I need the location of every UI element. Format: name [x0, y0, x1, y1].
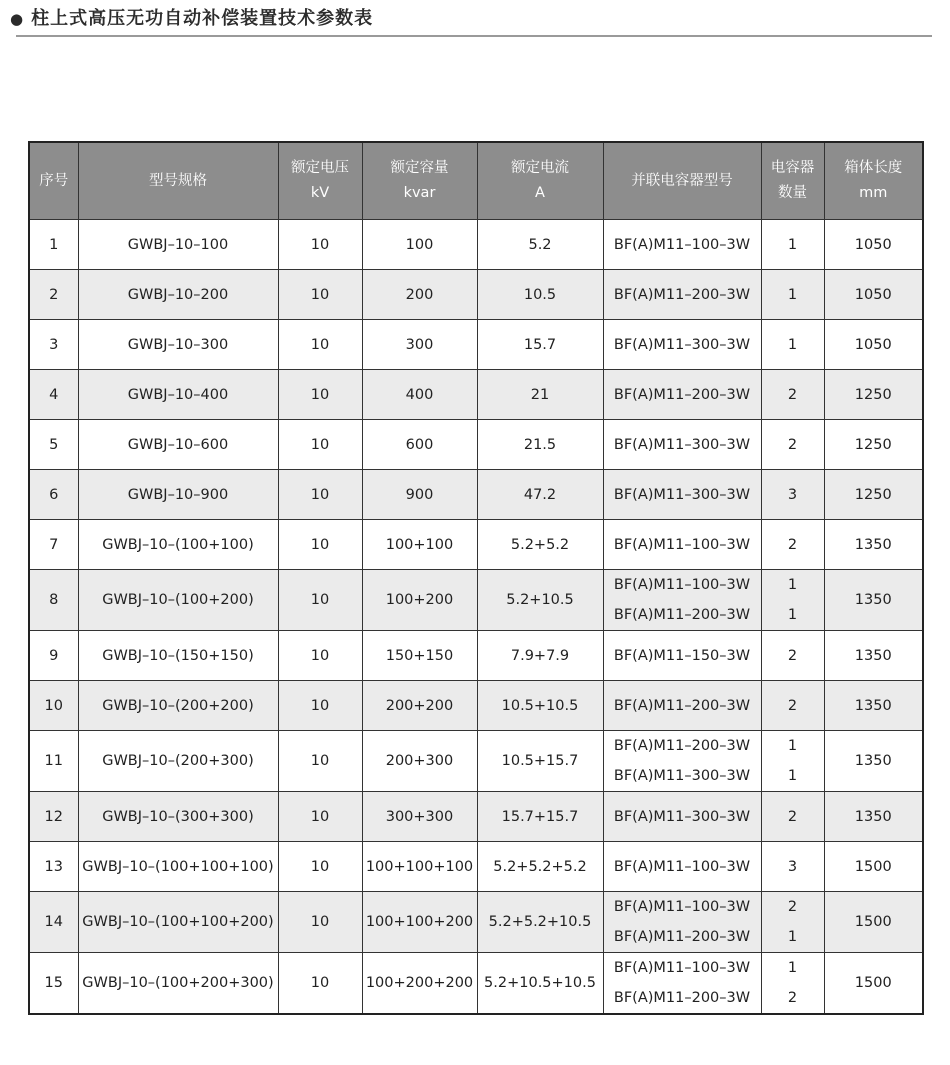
cell-line: BF(A)M11–100–3W [613, 899, 751, 915]
cell-no: 12 [29, 792, 78, 842]
cell-voltage: 10 [278, 731, 362, 792]
table-row [29, 892, 923, 953]
cell-voltage: 10 [278, 631, 362, 681]
cell-voltage: 10 [278, 681, 362, 731]
cell-line: BF(A)M11–200–3W [613, 286, 751, 303]
cell-voltage: 10 [278, 270, 362, 320]
cell-current: 5.2+10.5+10.5 [477, 953, 603, 1015]
cell-model: GWBJ–10–300 [78, 320, 278, 370]
cell-model: GWBJ–10–(200+200) [78, 681, 278, 731]
page-title: 柱上式高压无功自动补偿装置技术参数表 [31, 8, 374, 29]
header-unit: 数量 [778, 185, 807, 201]
table-row [29, 470, 923, 520]
cell-quantities [761, 681, 824, 731]
cell-line: 2 [787, 808, 798, 825]
cell-line: 1 [787, 960, 798, 976]
cell-box-length: 1350 [824, 681, 923, 731]
cell-capacity: 100+100 [362, 520, 477, 570]
cell-voltage: 10 [278, 953, 362, 1015]
cell-line: BF(A)M11–300–3W [613, 768, 751, 784]
cell-model: GWBJ–10–(100+100+200) [78, 892, 278, 953]
cell-quantities [761, 520, 824, 570]
cell-line: BF(A)M11–300–3W [613, 436, 751, 453]
cell-voltage: 10 [278, 470, 362, 520]
cell-line: 1 [787, 236, 798, 253]
parameters-table [28, 141, 924, 1015]
header-label: 额定电压 [291, 160, 349, 176]
header-unit: kV [310, 185, 330, 201]
table-row [29, 570, 923, 631]
cell-current: 15.7 [477, 320, 603, 370]
cell-capacitor-models [603, 570, 761, 631]
cell-current: 15.7+15.7 [477, 792, 603, 842]
cell-capacity: 600 [362, 420, 477, 470]
cell-box-length: 1250 [824, 470, 923, 520]
column-header-current [477, 142, 603, 220]
cell-box-length: 1350 [824, 792, 923, 842]
cell-quantities [761, 953, 824, 1015]
cell-model: GWBJ–10–400 [78, 370, 278, 420]
cell-capacity: 100+100+200 [362, 892, 477, 953]
cell-line: BF(A)M11–100–3W [613, 236, 751, 253]
cell-no: 7 [29, 520, 78, 570]
title-divider [16, 35, 932, 37]
table-row [29, 792, 923, 842]
bullet-icon: ● [10, 10, 24, 28]
cell-box-length: 1500 [824, 953, 923, 1015]
cell-no: 10 [29, 681, 78, 731]
cell-capacity: 200+200 [362, 681, 477, 731]
cell-current: 10.5+10.5 [477, 681, 603, 731]
cell-line: 3 [787, 858, 798, 875]
cell-no: 5 [29, 420, 78, 470]
table-row [29, 731, 923, 792]
cell-capacitor-models [603, 681, 761, 731]
cell-no: 3 [29, 320, 78, 370]
cell-capacity: 200+300 [362, 731, 477, 792]
column-header-no [29, 142, 78, 220]
cell-quantities [761, 570, 824, 631]
cell-current: 7.9+7.9 [477, 631, 603, 681]
cell-quantities [761, 842, 824, 892]
cell-current: 5.2+5.2 [477, 520, 603, 570]
cell-voltage: 10 [278, 792, 362, 842]
header-label: 额定容量 [390, 160, 449, 176]
cell-current: 10.5 [477, 270, 603, 320]
cell-capacity: 100 [362, 220, 477, 270]
cell-box-length: 1250 [824, 420, 923, 470]
cell-quantities [761, 792, 824, 842]
cell-no: 1 [29, 220, 78, 270]
cell-model: GWBJ–10–900 [78, 470, 278, 520]
cell-model: GWBJ–10–(200+300) [78, 731, 278, 792]
cell-capacitor-models [603, 953, 761, 1015]
cell-line: BF(A)M11–100–3W [613, 858, 751, 875]
cell-quantities [761, 470, 824, 520]
cell-no: 15 [29, 953, 78, 1015]
header-label: 型号规格 [149, 172, 207, 189]
header-label: 箱体长度 [844, 160, 903, 176]
cell-model: GWBJ–10–100 [78, 220, 278, 270]
cell-voltage: 10 [278, 420, 362, 470]
header-unit: kvar [403, 185, 436, 201]
cell-line: 2 [787, 536, 798, 553]
column-header-capacity [362, 142, 477, 220]
cell-no: 8 [29, 570, 78, 631]
cell-quantities [761, 631, 824, 681]
cell-capacitor-models [603, 270, 761, 320]
cell-capacity: 150+150 [362, 631, 477, 681]
cell-capacity: 300+300 [362, 792, 477, 842]
table-row [29, 842, 923, 892]
cell-line: 1 [787, 768, 798, 784]
cell-quantities [761, 731, 824, 792]
cell-quantities [761, 892, 824, 953]
cell-no: 9 [29, 631, 78, 681]
table-row [29, 370, 923, 420]
cell-current: 47.2 [477, 470, 603, 520]
cell-line: BF(A)M11–200–3W [613, 990, 751, 1006]
cell-capacitor-models [603, 842, 761, 892]
cell-capacitor-models [603, 320, 761, 370]
cell-model: GWBJ–10–(100+200+300) [78, 953, 278, 1015]
table-row [29, 220, 923, 270]
table-row [29, 320, 923, 370]
cell-capacity: 400 [362, 370, 477, 420]
cell-capacity: 200 [362, 270, 477, 320]
page-header [0, 0, 950, 30]
cell-quantities [761, 220, 824, 270]
cell-line: 1 [787, 607, 798, 623]
cell-line: 3 [787, 486, 798, 503]
cell-line: 2 [787, 697, 798, 714]
cell-no: 14 [29, 892, 78, 953]
cell-capacity: 300 [362, 320, 477, 370]
cell-box-length: 1250 [824, 370, 923, 420]
cell-line: BF(A)M11–300–3W [613, 808, 751, 825]
cell-line: BF(A)M11–200–3W [613, 386, 751, 403]
cell-current: 5.2 [477, 220, 603, 270]
cell-voltage: 10 [278, 520, 362, 570]
cell-capacitor-models [603, 792, 761, 842]
cell-current: 5.2+10.5 [477, 570, 603, 631]
cell-line: BF(A)M11–200–3W [613, 697, 751, 714]
cell-box-length: 1350 [824, 520, 923, 570]
cell-voltage: 10 [278, 370, 362, 420]
cell-line: BF(A)M11–300–3W [613, 486, 751, 503]
cell-model: GWBJ–10–(100+200) [78, 570, 278, 631]
cell-box-length: 1050 [824, 220, 923, 270]
cell-line: BF(A)M11–200–3W [613, 607, 751, 623]
cell-model: GWBJ–10–600 [78, 420, 278, 470]
cell-box-length: 1050 [824, 270, 923, 320]
table-header [29, 142, 923, 220]
cell-voltage: 10 [278, 842, 362, 892]
cell-current: 21 [477, 370, 603, 420]
cell-capacitor-models [603, 892, 761, 953]
cell-line: BF(A)M11–300–3W [613, 336, 751, 353]
cell-line: 2 [787, 990, 798, 1006]
header-unit: A [535, 185, 545, 201]
cell-line: BF(A)M11–100–3W [613, 536, 751, 553]
cell-model: GWBJ–10–(300+300) [78, 792, 278, 842]
column-header-box-length [824, 142, 923, 220]
cell-voltage: 10 [278, 220, 362, 270]
cell-quantities [761, 370, 824, 420]
cell-box-length: 1500 [824, 842, 923, 892]
cell-voltage: 10 [278, 320, 362, 370]
cell-model: GWBJ–10–200 [78, 270, 278, 320]
cell-current: 10.5+15.7 [477, 731, 603, 792]
cell-quantities [761, 270, 824, 320]
cell-line: 2 [787, 647, 798, 664]
header-label: 电容器 [770, 160, 815, 176]
cell-capacitor-models [603, 520, 761, 570]
cell-capacitor-models [603, 631, 761, 681]
cell-no: 13 [29, 842, 78, 892]
table-row [29, 420, 923, 470]
cell-capacitor-models [603, 220, 761, 270]
column-header-capacitor-qty [761, 142, 824, 220]
cell-line: BF(A)M11–200–3W [613, 738, 751, 754]
cell-capacity: 100+200 [362, 570, 477, 631]
cell-line: 2 [787, 436, 798, 453]
table-body [29, 220, 923, 1015]
cell-line: BF(A)M11–200–3W [613, 929, 751, 945]
cell-line: 1 [787, 577, 798, 593]
cell-no: 11 [29, 731, 78, 792]
cell-quantities [761, 420, 824, 470]
cell-no: 4 [29, 370, 78, 420]
column-header-capacitor-model [603, 142, 761, 220]
cell-capacitor-models [603, 370, 761, 420]
table-row [29, 681, 923, 731]
cell-line: 1 [787, 738, 798, 754]
cell-model: GWBJ–10–(100+100+100) [78, 842, 278, 892]
cell-capacitor-models [603, 470, 761, 520]
cell-current: 5.2+5.2+5.2 [477, 842, 603, 892]
cell-line: 2 [787, 386, 798, 403]
cell-line: 2 [787, 899, 798, 915]
cell-no: 2 [29, 270, 78, 320]
header-unit: mm [859, 185, 888, 201]
cell-quantities [761, 320, 824, 370]
cell-capacitor-models [603, 731, 761, 792]
cell-box-length: 1050 [824, 320, 923, 370]
cell-capacity: 900 [362, 470, 477, 520]
header-label: 序号 [39, 172, 69, 189]
header-label: 并联电容器型号 [631, 172, 733, 189]
header-label: 额定电流 [511, 160, 569, 176]
cell-box-length: 1500 [824, 892, 923, 953]
cell-capacitor-models [603, 420, 761, 470]
cell-line: 1 [787, 286, 798, 303]
cell-current: 5.2+5.2+10.5 [477, 892, 603, 953]
cell-line: BF(A)M11–100–3W [613, 960, 751, 976]
table-row [29, 270, 923, 320]
cell-current: 21.5 [477, 420, 603, 470]
cell-voltage: 10 [278, 570, 362, 631]
column-header-voltage [278, 142, 362, 220]
table-row [29, 953, 923, 1015]
cell-line: 1 [787, 929, 798, 945]
table-row [29, 631, 923, 681]
header-row [29, 142, 923, 220]
cell-line: BF(A)M11–150–3W [613, 647, 751, 664]
cell-line: 1 [787, 336, 798, 353]
cell-line: BF(A)M11–100–3W [613, 577, 751, 593]
cell-model: GWBJ–10–(100+100) [78, 520, 278, 570]
cell-no: 6 [29, 470, 78, 520]
cell-voltage: 10 [278, 892, 362, 953]
column-header-model [78, 142, 278, 220]
cell-capacity: 100+100+100 [362, 842, 477, 892]
cell-box-length: 1350 [824, 631, 923, 681]
table-row [29, 520, 923, 570]
cell-model: GWBJ–10–(150+150) [78, 631, 278, 681]
cell-box-length: 1350 [824, 570, 923, 631]
cell-capacity: 100+200+200 [362, 953, 477, 1015]
cell-box-length: 1350 [824, 731, 923, 792]
